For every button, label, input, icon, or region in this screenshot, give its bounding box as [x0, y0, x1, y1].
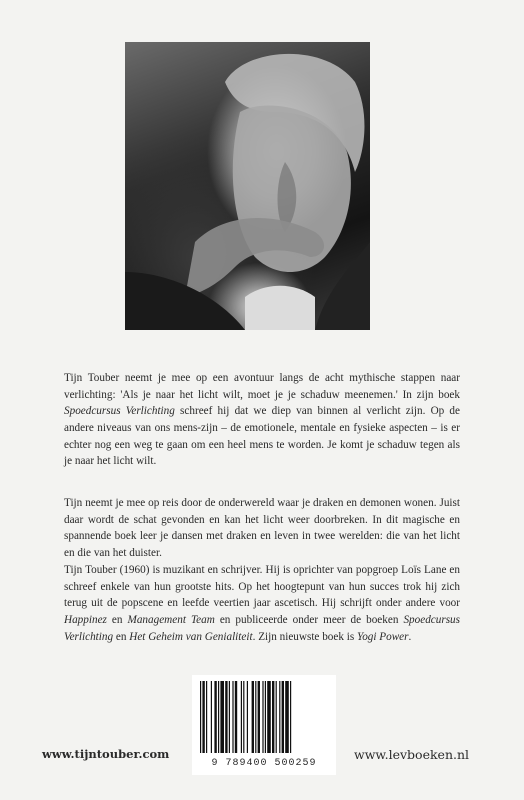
- author-photo: [125, 42, 370, 330]
- magazine-title-italic: Management Team: [127, 613, 215, 626]
- book-title-italic: Spoedcursus Verlichting: [64, 613, 461, 643]
- author-website-link[interactable]: www.tijntouber.com: [42, 747, 170, 761]
- bio-text: en: [113, 630, 130, 643]
- isbn-barcode: [192, 675, 336, 775]
- book-title-italic: Yogi Power: [357, 630, 409, 643]
- blurb-text: Tijn Touber neemt je mee op een avontuur langs de acht mythische stappen naar verlichting: 'Als je naar het licht wilt, moet je je schaduw meenemen.' In zijn boek: [64, 372, 460, 401]
- bio-text: en: [106, 613, 128, 626]
- bio-text: . Zijn nieuwste boek is: [252, 630, 357, 643]
- magazine-title-italic: Happinez: [64, 613, 107, 626]
- author-bio-paragraph: [64, 562, 460, 645]
- bio-text: .: [408, 630, 412, 643]
- author-photo-shapes: [125, 42, 370, 330]
- blurb-paragraph-2: Tijn neemt je mee op reis door de onderwereld waar je draken en demonen wonen. Juist daar wordt de schat gevonden en kan het licht weer doorbreken. In dit magische en spannende boek leer je dansen met draken en leven in twee werelden: die van het licht en die van het duister.: [64, 497, 460, 559]
- book-title-italic: Spoedcursus Verlichting: [64, 405, 175, 418]
- blurb-paragraph-1: [64, 370, 460, 470]
- publisher-website-link[interactable]: www.levboeken.nl: [354, 747, 470, 762]
- bio-text: en publiceerde onder meer de boeken: [214, 613, 404, 626]
- isbn-number: 9 789400 500259: [211, 758, 317, 769]
- barcode-bars: [200, 681, 328, 753]
- book-title-italic: Het Geheim van Genialiteit: [129, 630, 253, 643]
- bio-text: Tijn Touber (1960) is muzikant en schrijver. Hij is oprichter van popgroep Loïs Lane en schreef enkele van hun grootste hits. Op het hoogtepunt van hun succes trok hij zich terug uit de popscene en leefde veertien jaar ascetisch. Hij schrijft onder andere voor: [64, 564, 460, 610]
- blurb-text: schreef hij dat we diep van binnen al verlicht zijn. Op de andere niveaus van ons mens-zijn – de emotionele, mentale en fysieke aspecten – is er echter nog een weg te gaan om een heel mens te worden. Je komt je schaduw tegen als je naar het licht wilt.: [64, 405, 460, 468]
